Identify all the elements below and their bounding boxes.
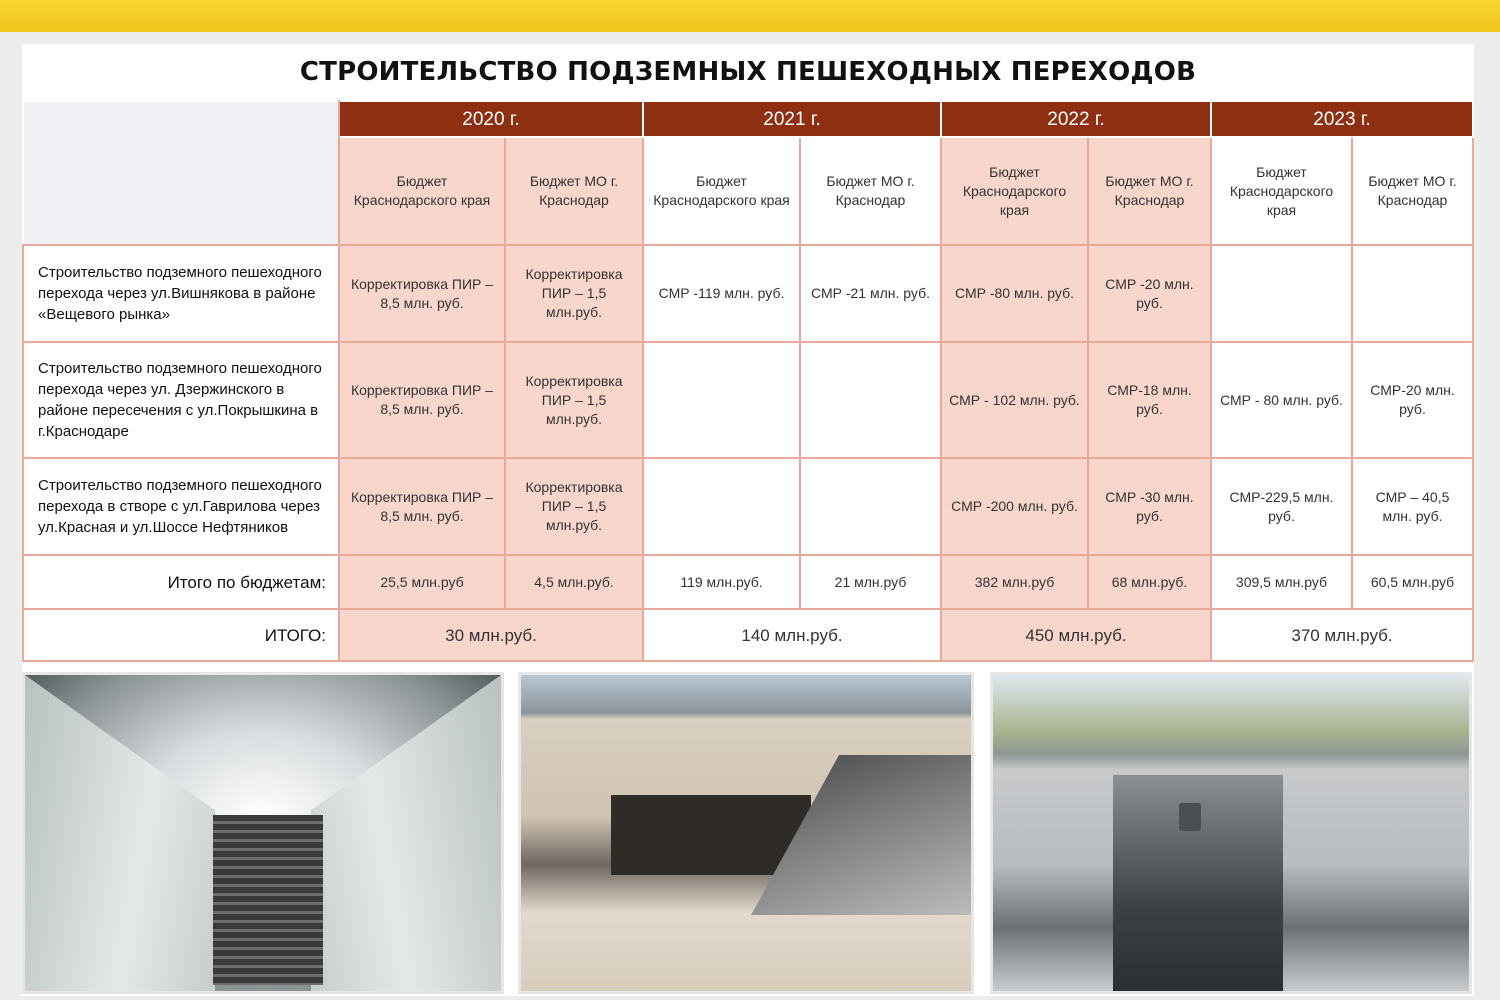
grand-total-row bbox=[23, 609, 1473, 661]
table-row bbox=[23, 458, 1473, 555]
grand-total-label: ИТОГО: bbox=[23, 609, 339, 661]
budget-cell bbox=[800, 342, 941, 458]
photo-underpass-escalator bbox=[518, 672, 974, 994]
budget-cell: СМР - 102 млн. руб. bbox=[941, 342, 1088, 458]
year-header-2021: 2021 г. bbox=[643, 101, 941, 137]
budget-header-city: Бюджет МО г. Краснодар bbox=[505, 137, 643, 245]
budget-cell: СМР-229,5 млн. руб. bbox=[1211, 458, 1352, 555]
budget-cell: СМР -119 млн. руб. bbox=[643, 245, 800, 342]
grand-total-2023: 370 млн.руб. bbox=[1211, 609, 1473, 661]
budget-cell: СМР -21 млн. руб. bbox=[800, 245, 941, 342]
budget-total-cell: 25,5 млн.руб bbox=[339, 555, 505, 609]
budget-header-region: Бюджет Краснодарского края bbox=[339, 137, 505, 245]
budget-cell: СМР -30 млн. руб. bbox=[1088, 458, 1211, 555]
budget-total-cell: 21 млн.руб bbox=[800, 555, 941, 609]
budget-total-cell: 68 млн.руб. bbox=[1088, 555, 1211, 609]
budget-header-city: Бюджет МО г. Краснодар bbox=[800, 137, 941, 245]
photo-underpass-interior bbox=[22, 672, 504, 994]
photo-underpass-entrance bbox=[990, 672, 1472, 994]
budget-cell bbox=[643, 342, 800, 458]
top-accent-bar bbox=[0, 0, 1500, 32]
grand-total-2022: 450 млн.руб. bbox=[941, 609, 1211, 661]
table-corner bbox=[23, 101, 339, 245]
totals-by-budget-row bbox=[23, 555, 1473, 609]
budget-cell: СМР-20 млн. руб. bbox=[1352, 342, 1473, 458]
year-header-2020: 2020 г. bbox=[339, 101, 643, 137]
table-row bbox=[23, 342, 1473, 458]
budget-cell bbox=[1352, 245, 1473, 342]
budget-total-cell: 60,5 млн.руб bbox=[1352, 555, 1473, 609]
budget-total-cell: 309,5 млн.руб bbox=[1211, 555, 1352, 609]
budget-total-cell: 119 млн.руб. bbox=[643, 555, 800, 609]
year-header-2022: 2022 г. bbox=[941, 101, 1211, 137]
budget-header-region: Бюджет Краснодарского края bbox=[1211, 137, 1352, 245]
budget-table bbox=[22, 100, 1474, 662]
project-label: Строительство подземного пешеходного перехода через ул. Дзержинского в районе пересечения с ул.Покрышкина в г.Краснодаре bbox=[23, 342, 339, 458]
budget-cell: СМР -200 млн. руб. bbox=[941, 458, 1088, 555]
grand-total-2020: 30 млн.руб. bbox=[339, 609, 643, 661]
photo-wall-right bbox=[311, 675, 501, 994]
budget-cell: Корректировка ПИР – 8,5 млн. руб. bbox=[339, 458, 505, 555]
photo-wall-left bbox=[25, 675, 215, 994]
budget-cell: Корректировка ПИР – 8,5 млн. руб. bbox=[339, 342, 505, 458]
budget-cell: СМР-18 млн. руб. bbox=[1088, 342, 1211, 458]
project-label: Строительство подземного пешеходного перехода в створе с ул.Гаврилова через ул.Красная и ул.Шоссе Нефтяников bbox=[23, 458, 339, 555]
budget-cell: СМР – 40,5 млн. руб. bbox=[1352, 458, 1473, 555]
budget-header-city: Бюджет МО г. Краснодар bbox=[1088, 137, 1211, 245]
budget-cell bbox=[800, 458, 941, 555]
slide-title: СТРОИТЕЛЬСТВО ПОДЗЕМНЫХ ПЕШЕХОДНЫХ ПЕРЕХОДОВ bbox=[299, 57, 1197, 87]
totals-by-budget-label: Итого по бюджетам: bbox=[23, 555, 339, 609]
budget-header-region: Бюджет Краснодарского края bbox=[643, 137, 800, 245]
project-label: Строительство подземного пешеходного перехода через ул.Вишнякова в районе «Вещевого рынка» bbox=[23, 245, 339, 342]
photo-emblem bbox=[1179, 803, 1201, 831]
budget-cell: Корректировка ПИР – 1,5 млн.руб. bbox=[505, 245, 643, 342]
budget-cell: СМР -20 млн. руб. bbox=[1088, 245, 1211, 342]
budget-header-region: Бюджет Краснодарского края bbox=[941, 137, 1088, 245]
table-row bbox=[23, 245, 1473, 342]
budget-total-cell: 4,5 млн.руб. bbox=[505, 555, 643, 609]
budget-header-city: Бюджет МО г. Краснодар bbox=[1352, 137, 1473, 245]
year-header-2023: 2023 г. bbox=[1211, 101, 1473, 137]
budget-cell: Корректировка ПИР – 8,5 млн. руб. bbox=[339, 245, 505, 342]
photo-staircase bbox=[213, 815, 323, 985]
budget-cell bbox=[1211, 245, 1352, 342]
budget-cell: СМР - 80 млн. руб. bbox=[1211, 342, 1352, 458]
budget-total-cell: 382 млн.руб bbox=[941, 555, 1088, 609]
budget-cell: Корректировка ПИР – 1,5 млн.руб. bbox=[505, 342, 643, 458]
budget-cell: Корректировка ПИР – 1,5 млн.руб. bbox=[505, 458, 643, 555]
budget-cell bbox=[643, 458, 800, 555]
grand-total-2021: 140 млн.руб. bbox=[643, 609, 941, 661]
budget-cell: СМР -80 млн. руб. bbox=[941, 245, 1088, 342]
